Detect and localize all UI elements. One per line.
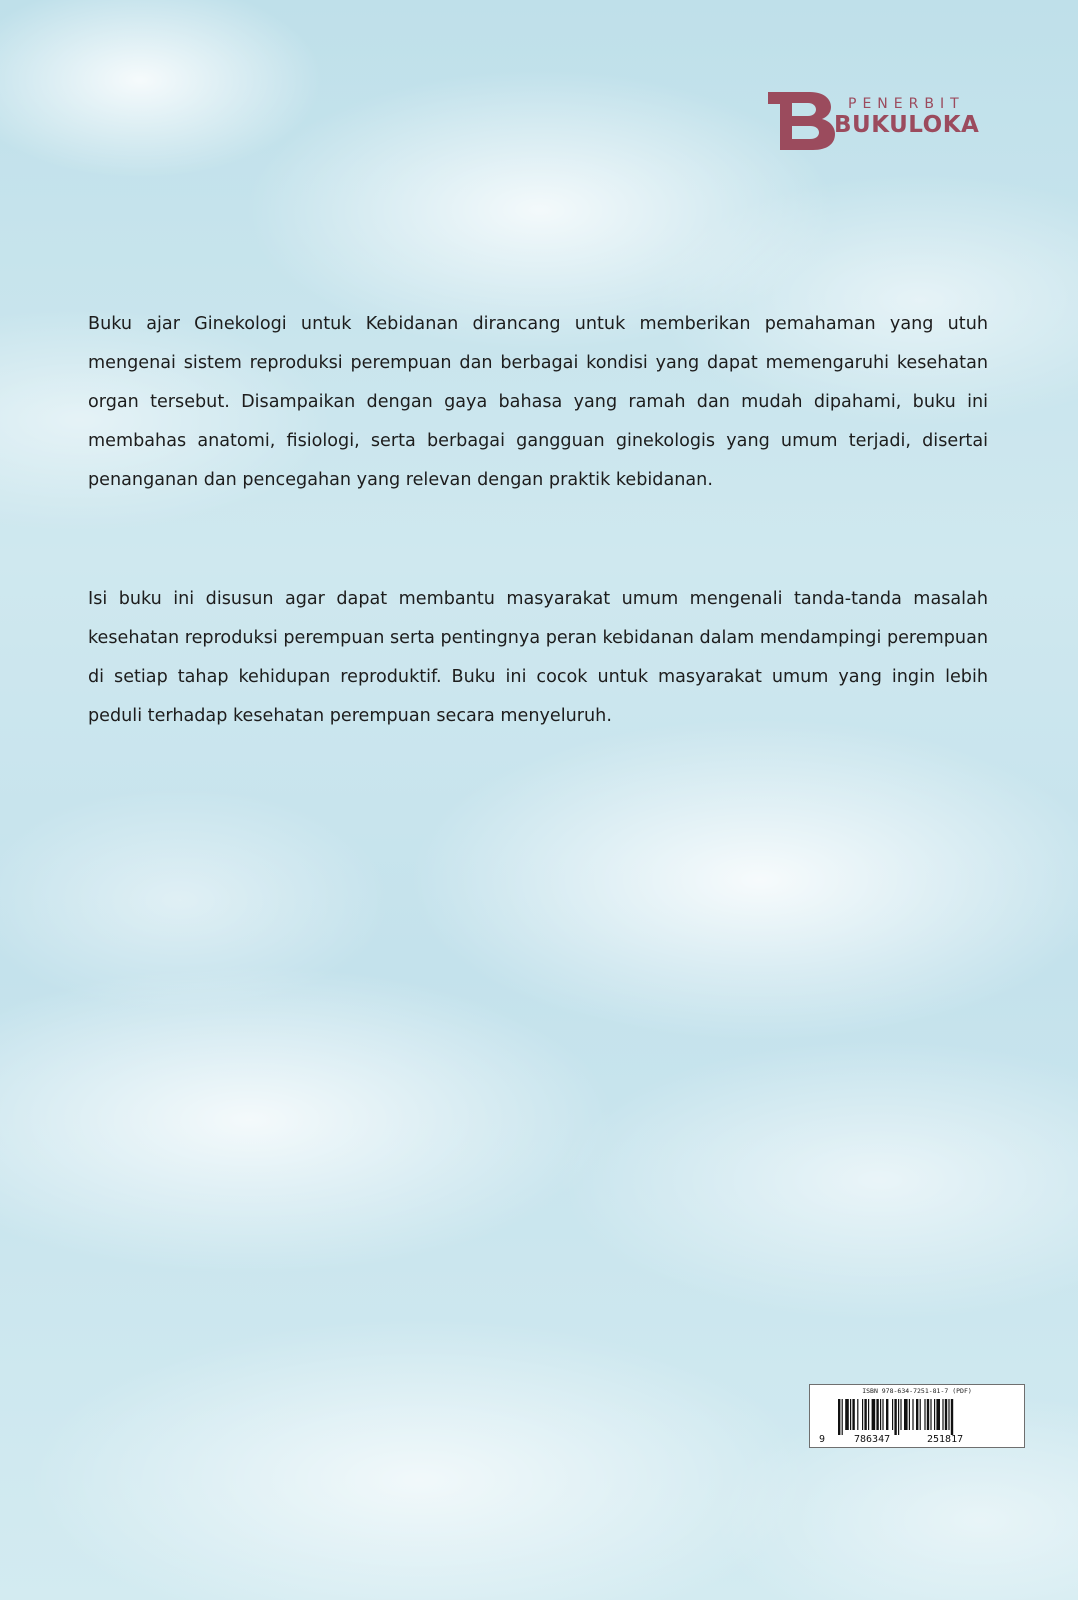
- barcode-bars-icon: [838, 1399, 998, 1435]
- barcode-bar: [942, 1399, 943, 1430]
- barcode-bar: [850, 1399, 851, 1430]
- barcode-bar: [882, 1399, 883, 1430]
- isbn-barcode: [809, 1384, 1025, 1448]
- barcode-bar: [842, 1399, 843, 1435]
- barcode-digits-right: 251817: [927, 1434, 964, 1445]
- description-paragraph-1: Buku ajar Ginekologi untuk Kebidanan dirancang untuk memberikan pemahaman yang utuh mengenai sistem reproduksi perempuan dan berbagai kondisi yang dapat memengaruhi kesehatan organ tersebut. Disampaikan dengan gaya bahasa yang ramah dan mudah dipahami, buku ini membahas anatomi, fisiologi, serta berbagai gangguan ginekologis yang umum terjadi, disertai penanganan dan pencegahan yang relevan dengan praktik kebidanan.: [88, 314, 988, 490]
- bukuloka-b-logo-icon: [768, 92, 836, 150]
- description-paragraph-2: Isi buku ini disusun agar dapat membantu masyarakat umum mengenali tanda-tanda masalah kesehatan reproduksi perempuan serta pentingnya peran kebidanan dalam mendampingi perempuan di setiap tahap kehidupan reproduktif. Buku ini cocok untuk masyarakat umum yang ingin lebih peduli terhadap kesehatan perempuan secara menyeluruh.: [88, 589, 988, 726]
- barcode-digits-left: 786347: [854, 1434, 891, 1445]
- barcode-bar: [904, 1399, 908, 1430]
- publisher-top-label: PENERBIT: [848, 96, 965, 112]
- barcode-bar: [838, 1399, 840, 1435]
- barcode-bar: [868, 1399, 869, 1430]
- barcode-bar: [930, 1399, 931, 1430]
- barcode-bar: [845, 1399, 849, 1430]
- barcode-digit-first: 9: [819, 1434, 826, 1445]
- barcode-bar: [945, 1399, 947, 1430]
- publisher-logo: [768, 92, 993, 150]
- isbn-label: ISBN 978-634-7251-81-7 (PDF): [862, 1387, 972, 1395]
- barcode-bar: [936, 1399, 940, 1430]
- barcode-bar: [951, 1399, 953, 1435]
- barcode-bar: [886, 1399, 888, 1430]
- barcode-bar: [852, 1399, 854, 1430]
- barcode-bar: [857, 1399, 858, 1430]
- barcode-bar: [934, 1399, 935, 1430]
- barcode-bar: [927, 1399, 929, 1430]
- barcode-bar: [900, 1399, 901, 1430]
- barcode-bar: [876, 1399, 878, 1430]
- barcode-bar: [898, 1399, 899, 1435]
- publisher-name: BUKULOKA: [834, 112, 980, 138]
- barcode-bar: [916, 1399, 918, 1430]
- barcode-bar: [924, 1399, 925, 1430]
- barcode-bar: [862, 1399, 863, 1430]
- barcode-bar: [864, 1399, 866, 1430]
- barcode-bar: [920, 1399, 921, 1430]
- barcode-bar: [948, 1399, 949, 1430]
- barcode-bar: [912, 1399, 913, 1430]
- barcode-bar: [909, 1399, 910, 1430]
- barcode-bar: [872, 1399, 876, 1430]
- barcode-bar: [892, 1399, 893, 1430]
- barcode-bar: [880, 1399, 881, 1430]
- barcode-bar: [894, 1399, 896, 1435]
